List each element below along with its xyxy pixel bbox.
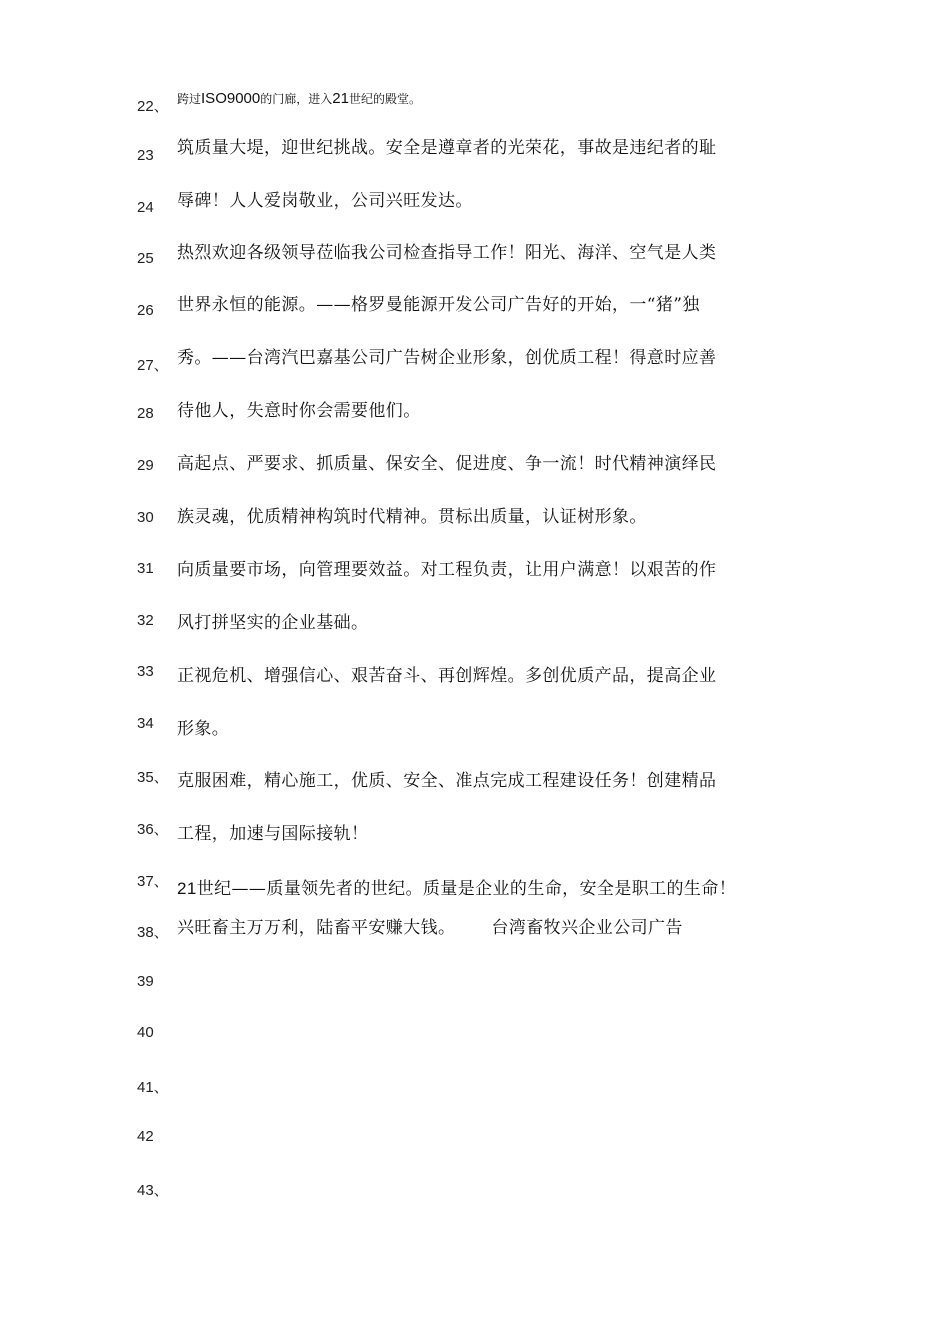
line-text (177, 90, 421, 107)
line-number: 39 (137, 973, 154, 990)
line-text: 筑质量大堤，迎世纪挑战。安全是遵章者的光荣花，事故是违纪者的耻 (177, 138, 717, 158)
line-text-part: 的门廊，进入 (260, 92, 333, 106)
line-number: 22、 (137, 98, 169, 115)
line-number: 30 (137, 509, 154, 526)
line-text: 辱碑！人人爱岗敬业，公司兴旺发达。 (177, 191, 473, 211)
line-number: 38、 (137, 924, 169, 941)
line-text: 待他人，失意时你会需要他们。 (177, 401, 421, 421)
line-number: 37、 (137, 873, 169, 890)
line-text: 世界永恒的能源。——格罗曼能源开发公司广告好的开始，一“猪”独 (177, 295, 700, 315)
line-text-part: 世纪的殿堂。 (348, 92, 421, 106)
line-text: 正视危机、增强信心、艰苦奋斗、再创辉煌。多创优质产品，提高企业 (177, 666, 717, 686)
line-text-part: 跨过 (177, 92, 202, 106)
line-text (177, 874, 736, 899)
line-text-part: 世纪——质量领先者的世纪。质量是企业的生命，安全是职工的生命！ (196, 879, 737, 899)
line-text-part: 21 (177, 879, 197, 898)
line-number: 41、 (137, 1079, 169, 1096)
line-number: 35、 (137, 769, 169, 786)
line-number: 34 (137, 715, 154, 732)
line-number: 29 (137, 457, 154, 474)
line-text: 秀。——台湾汽巴嘉基公司广告树企业形象，创优质工程！得意时应善 (177, 348, 717, 368)
line-number: 27、 (137, 357, 169, 374)
line-number: 24 (137, 199, 154, 216)
line-number: 40 (137, 1024, 154, 1041)
line-number: 42 (137, 1128, 154, 1145)
line-number: 32 (137, 612, 154, 629)
line-text: 风打拼坚实的企业基础。 (177, 613, 369, 633)
line-text: 形象。 (177, 719, 230, 739)
line-text-part: ISO9000 (201, 90, 261, 107)
line-text (177, 913, 683, 938)
line-text-part: 台湾畜牧兴企业公司广告 (491, 918, 683, 938)
line-text: 高起点、严要求、抓质量、保安全、促进度、争一流！时代精神演绎民 (177, 454, 717, 474)
line-number: 26 (137, 302, 154, 319)
line-text-part: 21 (332, 90, 349, 107)
line-text: 族灵魂，优质精神构筑时代精神。贯标出质量，认证树形象。 (177, 507, 647, 527)
line-number: 23 (137, 147, 154, 164)
line-text: 热烈欢迎各级领导莅临我公司检查指导工作！阳光、海洋、空气是人类 (177, 243, 717, 263)
line-number: 33 (137, 663, 154, 680)
line-number: 36、 (137, 821, 169, 838)
line-number: 28 (137, 405, 154, 422)
line-text: 向质量要市场，向管理要效益。对工程负责，让用户满意！以艰苦的作 (177, 560, 717, 580)
line-text: 工程，加速与国际接轨！ (177, 824, 369, 844)
line-text: 克服困难，精心施工，优质、安全、准点完成工程建设任务！创建精品 (177, 771, 717, 791)
line-number: 31 (137, 560, 154, 577)
line-text-part: 兴旺畜主万万利，陆畜平安赚大钱。 (177, 918, 456, 938)
line-number: 25 (137, 250, 154, 267)
line-number: 43、 (137, 1182, 169, 1199)
